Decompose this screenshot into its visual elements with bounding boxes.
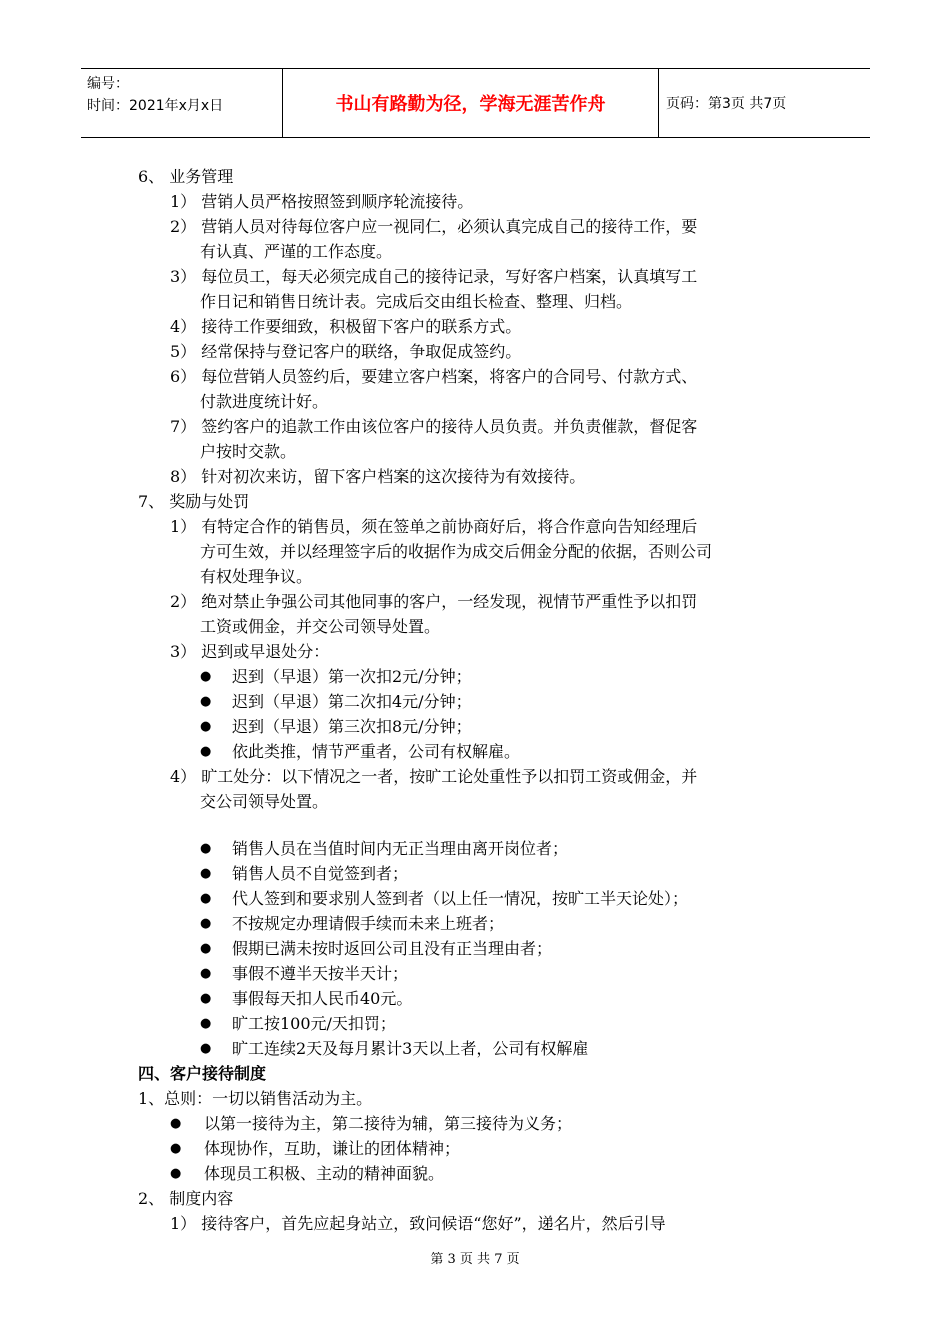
bullet-item: 事假不遵半天按半天计； <box>232 964 409 983</box>
bullet-item: 迟到（早退）第三次扣8元/分钟； <box>232 717 472 736</box>
bullet-icon: ● <box>200 669 212 684</box>
section-heading: 7、 奖励与处罚 <box>138 492 250 511</box>
list-item: 4） 旷工处分：以下情况之一者，按旷工论处重性予以扣罚工资或佣金，并 <box>170 767 698 786</box>
bullet-icon: ● <box>200 719 212 734</box>
list-item-continuation: 户按时交款。 <box>200 442 297 461</box>
list-item: 6） 每位营销人员签约后，要建立客户档案，将客户的合同号、付款方式、 <box>170 367 698 386</box>
bullet-icon: ● <box>200 991 212 1006</box>
list-item-continuation: 工资或佣金，并交公司领导处置。 <box>200 617 441 636</box>
bullet-icon: ● <box>170 1116 182 1131</box>
bullet-icon: ● <box>200 694 212 709</box>
list-item-continuation: 作日记和销售日统计表。完成后交由组长检查、整理、归档。 <box>200 292 633 311</box>
bullet-icon: ● <box>200 941 212 956</box>
bullet-item: 旷工按100元/天扣罚； <box>232 1014 396 1033</box>
bullet-icon: ● <box>200 841 212 856</box>
bullet-icon: ● <box>200 916 212 931</box>
list-item: 1） 接待客户，首先应起身站立，致问候语“您好”，递名片，然后引导 <box>170 1214 666 1233</box>
header-motto: 书山有路勤为径，学海无涯苦作舟 <box>283 69 659 137</box>
document-time: 时间：2021年x月x日 <box>87 98 224 114</box>
bullet-item: 事假每天扣人民币40元。 <box>232 989 413 1008</box>
bullet-icon: ● <box>200 1016 212 1031</box>
list-item-continuation: 交公司领导处置。 <box>200 792 329 811</box>
list-item: 1） 有特定合作的销售员，须在签单之前协商好后，将合作意向告知经理后 <box>170 517 698 536</box>
list-item: 3） 每位员工，每天必须完成自己的接待记录，写好客户档案，认真填写工 <box>170 267 698 286</box>
bullet-icon: ● <box>200 1041 212 1056</box>
bullet-item: 以第一接待为主，第二接待为辅，第三接待为义务； <box>204 1114 573 1133</box>
list-item-continuation: 方可生效，并以经理签字后的收据作为成交后佣金分配的依据，否则公司 <box>200 542 713 561</box>
section-heading: 1、总则：一切以销售活动为主。 <box>138 1089 373 1108</box>
bullet-icon: ● <box>200 744 212 759</box>
bullet-item: 旷工连续2天及每月累计3天以上者，公司有权解雇 <box>232 1039 589 1058</box>
bullet-item: 迟到（早退）第一次扣2元/分钟； <box>232 667 472 686</box>
list-item: 4） 接待工作要细致，积极留下客户的联系方式。 <box>170 317 522 336</box>
list-item: 7） 签约客户的追款工作由该位客户的接待人员负责。并负责催款，督促客 <box>170 417 698 436</box>
list-item-continuation: 付款进度统计好。 <box>200 392 329 411</box>
list-item-continuation: 有权处理争议。 <box>200 567 313 586</box>
bullet-item: 销售人员不自觉签到者； <box>232 864 409 883</box>
bullet-item: 销售人员在当值时间内无正当理由离开岗位者； <box>232 839 569 858</box>
bullet-icon: ● <box>170 1141 182 1156</box>
list-item: 8） 针对初次来访，留下客户档案的这次接待为有效接待。 <box>170 467 586 486</box>
list-item-continuation: 有认真、严谨的工作态度。 <box>200 242 393 261</box>
bullet-item: 依此类推，情节严重者，公司有权解雇。 <box>232 742 521 761</box>
bullet-icon: ● <box>200 866 212 881</box>
list-item: 1） 营销人员严格按照签到顺序轮流接待。 <box>170 192 474 211</box>
bullet-icon: ● <box>200 966 212 981</box>
bullet-item: 体现员工积极、主动的精神面貌。 <box>204 1164 445 1183</box>
list-item: 5） 经常保持与登记客户的联络，争取促成签约。 <box>170 342 522 361</box>
bullet-icon: ● <box>200 891 212 906</box>
list-item: 2） 营销人员对待每位客户应一视同仁，必须认真完成自己的接待工作，要 <box>170 217 698 236</box>
bullet-item: 迟到（早退）第二次扣4元/分钟； <box>232 692 472 711</box>
header-meta <box>81 69 283 137</box>
page-footer: 第 3 页 共 7 页 <box>430 1252 520 1267</box>
section-heading: 6、 业务管理 <box>138 167 234 186</box>
bullet-item: 假期已满未按时返回公司且没有正当理由者； <box>232 939 553 958</box>
document-number: 编号： <box>87 76 129 92</box>
bullet-icon: ● <box>170 1166 182 1181</box>
header-page-number: 页码：第3页 共7页 <box>666 96 787 112</box>
list-item: 2） 绝对禁止争强公司其他同事的客户，一经发现，视情节严重性予以扣罚 <box>170 592 698 611</box>
section-heading: 2、 制度内容 <box>138 1189 234 1208</box>
bullet-item: 代人签到和要求别人签到者（以上任一情况，按旷工半天论处）； <box>232 889 689 908</box>
bullet-item: 不按规定办理请假手续而未来上班者； <box>232 914 505 933</box>
chapter-heading: 四、客户接待制度 <box>138 1064 267 1083</box>
page-header <box>81 68 870 138</box>
bullet-item: 体现协作，互助，谦让的团体精神； <box>204 1139 461 1158</box>
list-item: 3） 迟到或早退处分： <box>170 642 330 661</box>
